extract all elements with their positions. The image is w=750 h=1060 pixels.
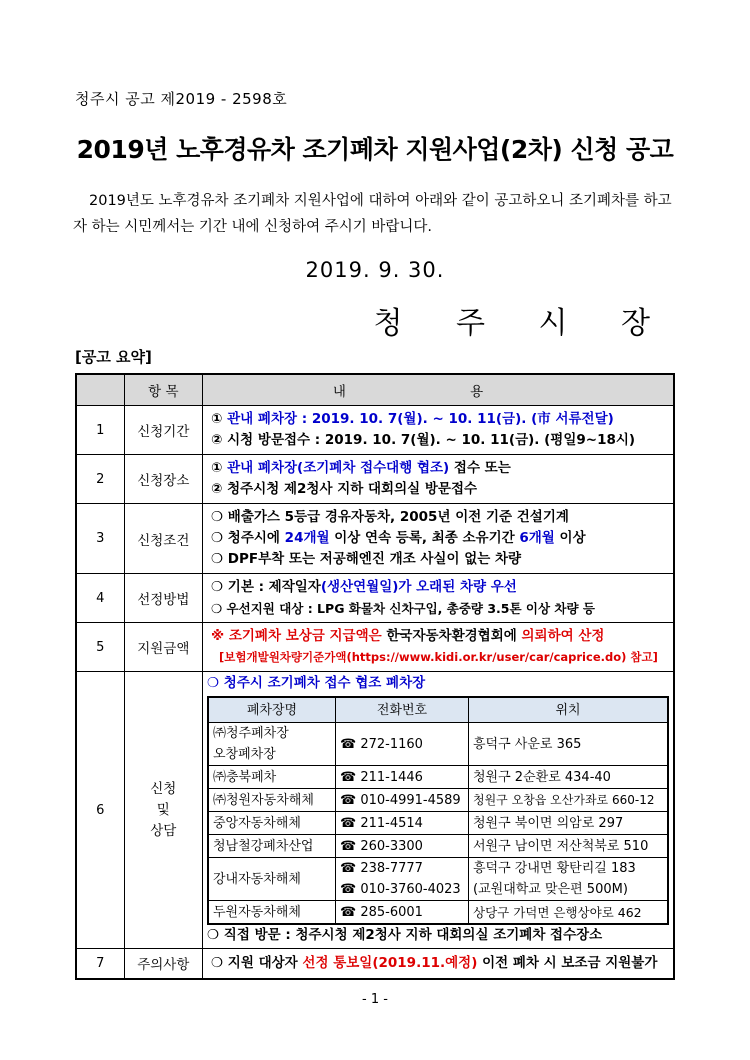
yard-phone: ☎ 238-7777 ☎ 010-3760-4023 [336, 858, 469, 901]
row-content [203, 672, 675, 949]
yard-location: 흥덕구 사운로 365 [469, 723, 669, 766]
yard-location: 흥덕구 강내면 황탄리길 183 (교원대학교 맞은편 500M) [469, 858, 669, 901]
item-line: 상담 [150, 822, 177, 839]
row-number: 6 [76, 672, 124, 949]
yard-table [207, 696, 669, 925]
row-item: 선정방법 [124, 574, 202, 623]
row-application-place [76, 455, 674, 504]
period-yard: 관내 폐차장 : 2019. 10. 7(월). ~ 10. 11(금). (市 서류전달) [227, 411, 614, 427]
row-number: 4 [76, 574, 124, 623]
yard-phone: ☎ 211-4514 [336, 812, 469, 835]
table-row [208, 789, 668, 812]
yard-location: 상당구 가덕면 은행상야로 462 [469, 901, 669, 925]
yard-location: 서원구 남이면 저산척북로 510 [469, 835, 669, 858]
phone-icon: ☎ [340, 736, 357, 752]
phone-icon: ☎ [340, 882, 357, 897]
col-item: 항 목 [124, 374, 202, 406]
row-content [203, 574, 675, 623]
selection-priority: ❍ 우선지원 대상 : LPG 화물차 신차구입, 총중량 3.5톤 이상 차량 등 [211, 601, 596, 616]
item-line: 신청 [150, 780, 177, 797]
row-number: 7 [76, 949, 124, 979]
summary-header-row [76, 374, 674, 406]
table-row [208, 723, 668, 766]
yard-location: 청원구 북이면 의암로 297 [469, 812, 669, 835]
selection-basic: ❍ 기본 : 제작일자(생산연월일)가 오래된 차량 우선 [211, 579, 517, 595]
row-number: 5 [76, 623, 124, 672]
phone-icon: ☎ [340, 769, 357, 785]
table-row [208, 766, 668, 789]
notice-number: 청주시 공고 제2019 - 2598호 [75, 90, 288, 108]
row-amount [76, 623, 674, 672]
phone-icon: ☎ [340, 904, 357, 920]
table-row [208, 835, 668, 858]
row-number: 1 [76, 406, 124, 455]
mayor-signature: 청 주 시 장 [373, 306, 672, 341]
phone-icon: ☎ [340, 838, 357, 854]
row-item: 주의사항 [124, 949, 202, 979]
row-content [203, 504, 675, 574]
place-cityhall: ② 청주시청 제2청사 지하 대회의실 방문접수 [211, 481, 478, 497]
row-item: 지원금액 [124, 623, 202, 672]
direct-visit-note: ❍ 직접 방문 : 청주시청 제2청사 지하 대회의실 조기폐차 접수장소 [207, 927, 603, 943]
table-row [208, 901, 668, 925]
col-yard-phone: 전화번호 [336, 697, 469, 723]
row-caution [76, 949, 674, 979]
line-prefix: ① [211, 460, 228, 476]
summary-table [75, 373, 675, 980]
yard-phone: ☎ 285-6001 [336, 901, 469, 925]
summary-label: [공고 요약] [75, 348, 152, 366]
intro-paragraph: 2019년도 노후경유차 조기폐차 지원사업에 대하여 아래와 같이 공고하오니 조기폐차를 하고자 하는 시민께서는 기간 내에 신청하여 주시기 바랍니다. [73, 193, 672, 235]
amount-reference: [보험개발원차량기준가액(https://www.kidi.or.kr/user/car/caprice.do) 참고] [219, 650, 658, 664]
yard-name: 두원자동차해체 [208, 901, 336, 925]
row-item: 신청장소 [124, 455, 202, 504]
col-yard-name: 폐차장명 [208, 697, 336, 723]
col-number [76, 374, 124, 406]
row-number: 2 [76, 455, 124, 504]
yard-phone: ☎ 260-3300 [336, 835, 469, 858]
yard-location: 청원구 오창읍 오산가좌로 660-12 [469, 789, 669, 812]
phone-icon: ☎ [340, 815, 357, 831]
yard-header-row [208, 697, 668, 723]
caution-text: ❍ 지원 대상자 선정 통보일(2019.11.예정) 이전 폐차 시 보조금 지원불가 [211, 954, 658, 971]
yard-name: ㈜청주폐차장 오창폐차장 [208, 723, 336, 766]
table-row [208, 812, 668, 835]
period-cityhall: ② 시청 방문접수 : 2019. 10. 7(월). ~ 10. 11(금). (평일9~18시) [211, 432, 636, 448]
row-consultation [76, 672, 674, 949]
row-content [203, 623, 675, 672]
condition-3: ❍ DPF부착 또는 저공해엔진 개조 사실이 없는 차량 [211, 551, 522, 567]
col-content: 내 용 [203, 374, 675, 406]
col-yard-location: 위치 [469, 697, 669, 723]
yard-phone: ☎ 010-4991-4589 [336, 789, 469, 812]
row-item [124, 672, 202, 949]
place-or: 접수 또는 [449, 460, 511, 476]
yard-phone: ☎ 272-1160 [336, 723, 469, 766]
place-yard: 관내 폐차장(조기폐차 접수대행 협조) [227, 460, 450, 476]
page-title: 2019년 노후경유차 조기폐차 지원사업(2차) 신청 공고 [76, 135, 674, 164]
row-conditions [76, 504, 674, 574]
item-line: 및 [156, 801, 170, 818]
phone-icon: ☎ [340, 861, 357, 876]
row-application-period [76, 406, 674, 455]
row-content [203, 949, 675, 979]
condition-1: ❍ 배출가스 5등급 경유자동차, 2005년 이전 기준 건설기계 [211, 509, 569, 525]
row-item: 신청기간 [124, 406, 202, 455]
line-prefix: ① [211, 411, 228, 427]
page-number: - 1 - [362, 992, 388, 1007]
yard-name: ㈜충북폐차 [208, 766, 336, 789]
yard-location: 청원구 2순환로 434-40 [469, 766, 669, 789]
row-item: 신청조건 [124, 504, 202, 574]
row-number: 3 [76, 504, 124, 574]
yard-name: 중앙자동차해체 [208, 812, 336, 835]
notice-date: 2019. 9. 30. [305, 258, 445, 282]
yard-name: 청남철강폐차산업 [208, 835, 336, 858]
yard-name: ㈜청원자동차해체 [208, 789, 336, 812]
row-selection [76, 574, 674, 623]
row-content [203, 406, 675, 455]
yard-name: 강내자동차해체 [208, 858, 336, 901]
condition-2: ❍ 청주시에 24개월 이상 연속 등록, 최종 소유기간 6개월 이상 [211, 530, 586, 546]
amount-note: ※ 조기폐차 보상금 지급액은 한국자동차환경협회에 의뢰하여 산정 [211, 628, 605, 644]
phone-icon: ☎ [340, 792, 357, 808]
row-content [203, 455, 675, 504]
yard-list-heading: ❍ 청주시 조기폐차 접수 협조 폐차장 [207, 675, 426, 691]
yard-phone: ☎ 211-1446 [336, 766, 469, 789]
table-row [208, 858, 668, 901]
